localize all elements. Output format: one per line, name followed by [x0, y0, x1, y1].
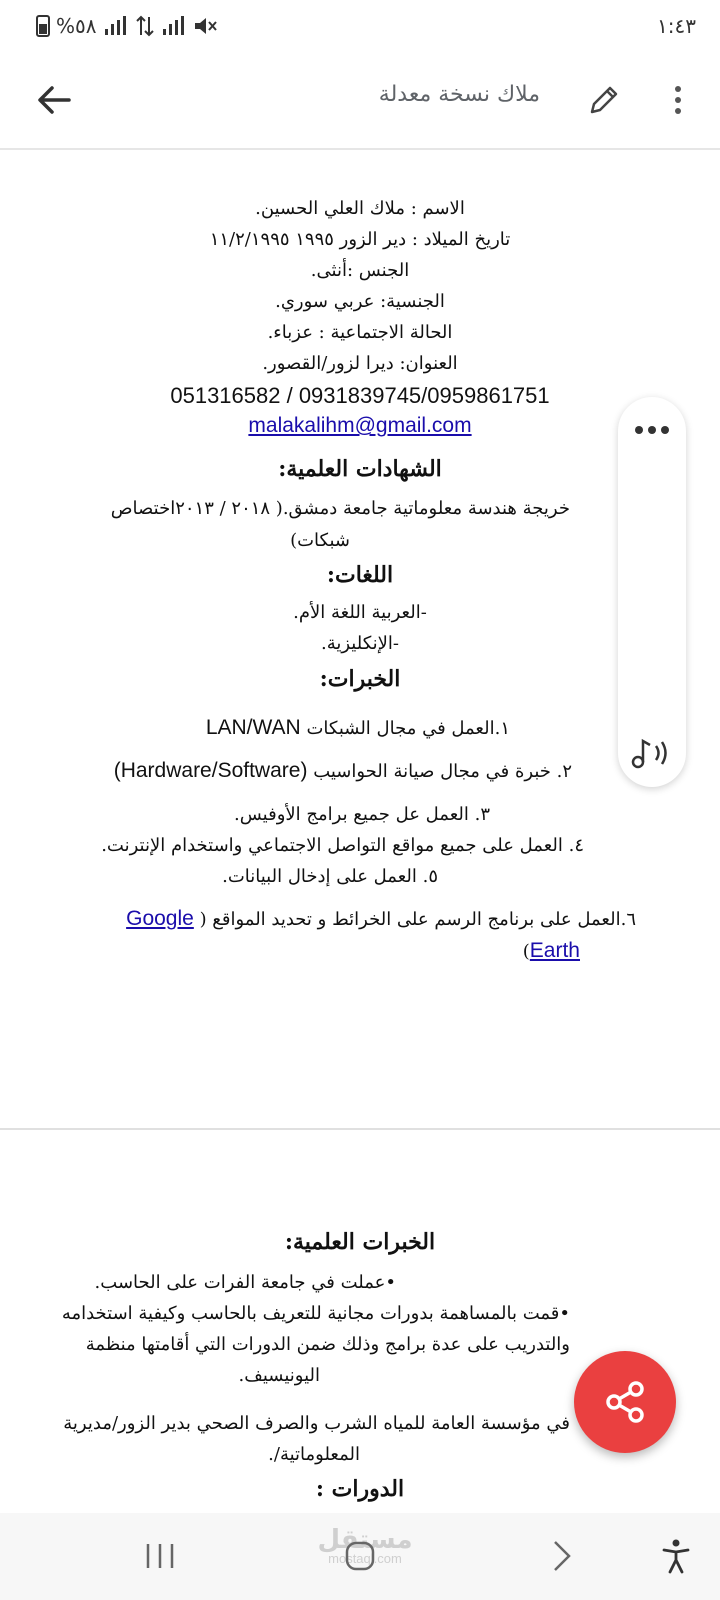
arrow-back-icon: [37, 85, 71, 115]
experience-item-6: [126, 907, 636, 931]
battery-icon: [36, 15, 50, 37]
pencil-icon: [587, 83, 621, 117]
data-transfer-icon: [135, 15, 155, 37]
more-horizontal-icon: [634, 425, 670, 435]
battery-percent: %٥٨: [56, 14, 97, 38]
certificates-heading: الشهادات العلمية:: [278, 456, 442, 482]
experience-6-text: ٦.العمل على برنامج الرسم على الخرائط و تحديد المواقع (: [199, 909, 636, 930]
signal-icon: [103, 15, 129, 37]
status-bar: [0, 0, 720, 52]
language-1: -العربية اللغة الأم.: [293, 602, 427, 623]
address-line: العنوان: ديرا لزور/القصور.: [262, 353, 458, 374]
experience-item-3: ٣. العمل عل جميع برامج الأوفيس.: [234, 804, 490, 825]
page-divider: [0, 1128, 720, 1130]
experience-6-close: ): [522, 941, 530, 962]
google-link[interactable]: Google: [126, 907, 194, 930]
email-line: [0, 414, 720, 438]
page2-bullet-2-line-1: •قمت بالمساهمة بدورات مجانية للتعريف بالحاسب وكيفية استخدامه: [61, 1303, 570, 1324]
languages-heading: اللغات:: [326, 562, 394, 588]
accessibility-icon: [661, 1538, 691, 1574]
experience-item-6-cont: [523, 939, 580, 963]
name-line: الاسم : ملاك العلي الحسين.: [255, 198, 465, 219]
back-nav-button[interactable]: [534, 1531, 590, 1581]
more-vertical-icon: [674, 85, 682, 115]
app-bar: [0, 52, 720, 150]
nationality-line: الجنسية: عربي سوري.: [275, 291, 445, 312]
status-time: ١:٤٣: [657, 14, 696, 38]
earth-link[interactable]: Earth: [529, 939, 580, 962]
signal-icon-2: [161, 15, 187, 37]
scientific-experience-heading: الخبرات العلمية:: [284, 1229, 436, 1255]
watermark-arabic: مستقل: [317, 1525, 413, 1555]
phones-line: 051316582 / 0931839745/0959861751: [170, 383, 550, 408]
share-icon: [603, 1380, 647, 1424]
document-page-2: [0, 1131, 720, 1511]
experience-1-text: ١.العمل في مجال الشبكات: [306, 718, 510, 739]
gender-line: الجنس :أنثى.: [310, 260, 410, 281]
home-button[interactable]: [332, 1531, 388, 1581]
recent-apps-icon: [143, 1541, 177, 1571]
language-2: -الإنكليزية.: [320, 633, 399, 654]
page2-work-line-2: المعلوماتية/.: [268, 1444, 360, 1465]
share-button[interactable]: [574, 1351, 676, 1453]
experience-2-latin: (Hardware/Software): [113, 759, 308, 782]
document-title: ملاك نسخة معدلة: [378, 82, 540, 107]
toolbar-more-button[interactable]: [622, 415, 682, 445]
read-aloud-icon: [630, 736, 674, 770]
watermark-latin: mostaql.com: [328, 1551, 402, 1566]
experience-2-text: ٢. خبرة في مجال صيانة الحواسيب: [313, 761, 572, 782]
birth-line: تاريخ الميلاد : دير الزور ١٩٩٥ ١١/٢/١٩٩٥: [209, 229, 511, 250]
certificate-line-2: شبكات): [290, 530, 350, 551]
chevron-right-icon: [552, 1539, 572, 1573]
recent-apps-button[interactable]: [132, 1531, 188, 1581]
page2-bullet-1: •عملت في جامعة الفرات على الحاسب.: [94, 1272, 396, 1293]
system-navigation-bar: [0, 1513, 720, 1600]
marital-line: الحالة الاجتماعية : عزباء.: [267, 322, 453, 343]
floating-toolbar: [618, 397, 686, 787]
read-aloud-button[interactable]: [624, 733, 680, 773]
experience-item-5: ٥. العمل على إدخال البيانات.: [222, 866, 438, 887]
back-button[interactable]: [30, 76, 78, 124]
email-link[interactable]: malakalihm@gmail.com: [248, 414, 472, 437]
certificate-line-1: خريجة هندسة معلوماتية جامعة دمشق.( ٢٠١٨ / ٢٠١٣اختصاص: [110, 498, 570, 519]
courses-heading: الدورات :: [315, 1476, 405, 1502]
more-options-button[interactable]: [658, 76, 698, 124]
page2-bullet-2-line-3: اليونيسيف.: [238, 1365, 320, 1386]
experience-1-latin: LAN/WAN: [205, 716, 301, 739]
status-icons: [36, 14, 219, 38]
accessibility-button[interactable]: [648, 1531, 704, 1581]
edit-button[interactable]: [580, 76, 628, 124]
mute-icon: [193, 15, 219, 37]
page2-bullet-2-line-2: والتدريب على عدة برامج وذلك ضمن الدورات التي أقامتها منظمة: [85, 1334, 570, 1355]
experience-heading: الخبرات:: [319, 666, 401, 692]
document-page-1: [0, 150, 720, 1128]
home-icon: [343, 1539, 377, 1573]
experience-item-2: [114, 759, 572, 783]
page2-work-line-1: في مؤسسة العامة للمياه الشرب والصرف الصحي بدير الزور/مديرية: [63, 1413, 570, 1434]
experience-item-4: ٤. العمل على جميع مواقع التواصل الاجتماعي واستخدام الإنترنت.: [101, 835, 584, 856]
experience-item-1: [206, 716, 510, 740]
